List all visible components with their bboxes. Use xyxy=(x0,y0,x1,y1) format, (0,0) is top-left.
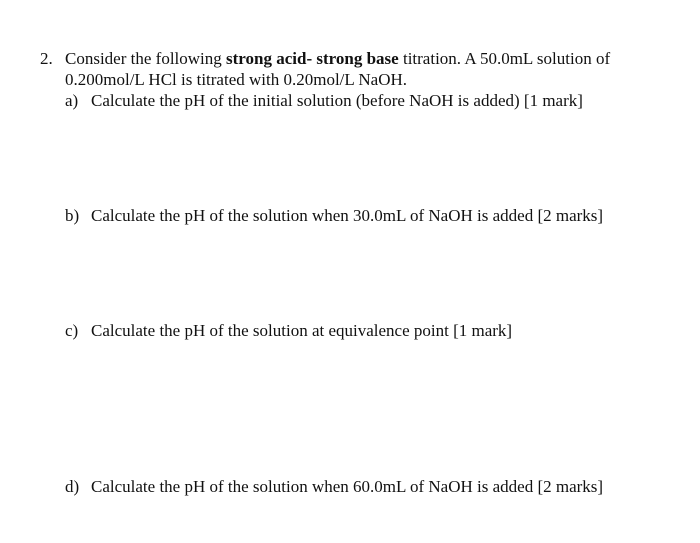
part-text: Calculate the pH of the solution when 30.0mL of NaOH is added [2 marks] xyxy=(91,206,604,225)
question-number: 2. xyxy=(40,49,53,68)
part-text: Calculate the pH of the initial solution (before NaOH is added) [1 mark] xyxy=(91,91,583,110)
stem-after: titration. A 50.0mL solution of xyxy=(398,49,611,68)
part-text: Calculate the pH of the solution when 60.0mL of NaOH is added [2 marks] xyxy=(91,477,604,496)
question-part-c xyxy=(65,321,512,341)
question-stem-line-1 xyxy=(65,49,610,69)
stem-emphasis: strong acid- strong base xyxy=(226,49,399,68)
question-part-b xyxy=(65,206,603,226)
part-letter: c) xyxy=(65,321,79,340)
question-part-d xyxy=(65,477,603,497)
question-stem-line-2: 0.200mol/L HCl is titrated with 0.20mol/L NaOH. xyxy=(65,70,408,89)
part-letter: d) xyxy=(65,477,80,496)
part-letter: b) xyxy=(65,206,80,225)
part-letter: a) xyxy=(65,91,79,110)
question-part-a xyxy=(65,91,583,111)
stem-intro: Consider the following xyxy=(65,49,227,68)
part-text: Calculate the pH of the solution at equivalence point [1 mark] xyxy=(91,321,513,340)
